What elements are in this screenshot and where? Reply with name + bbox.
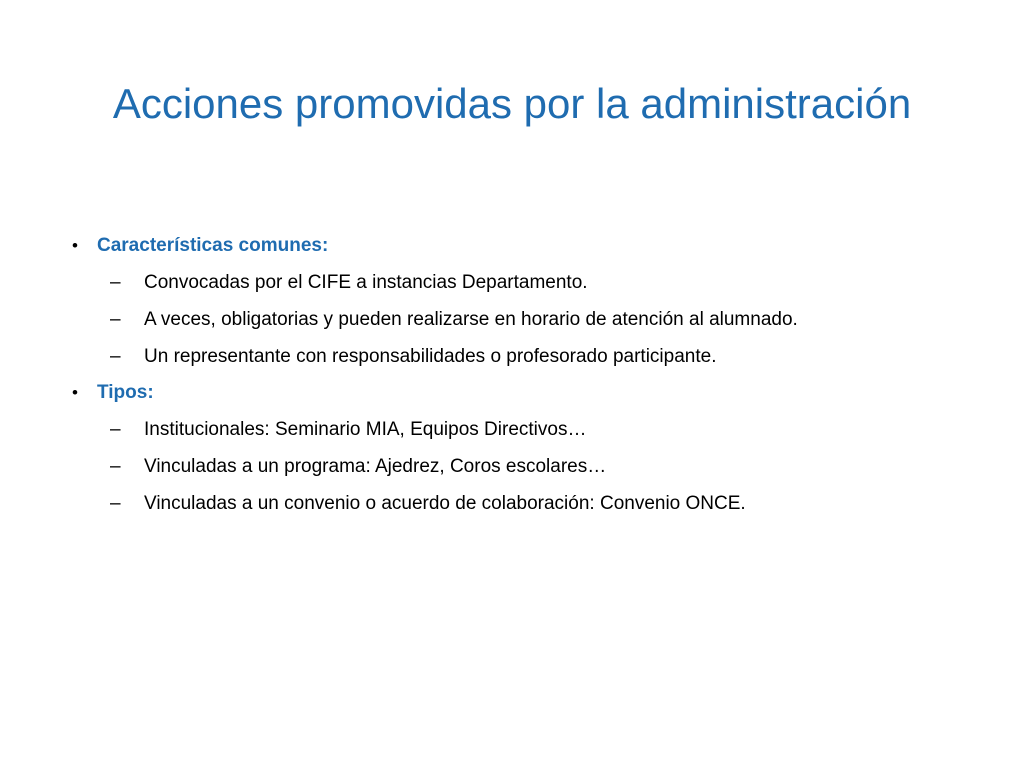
dash-icon: – <box>110 419 121 440</box>
dash-icon: – <box>110 272 121 293</box>
list-item <box>72 301 972 338</box>
section-heading-caracteristicas <box>72 228 972 264</box>
list-item-text: Institucionales: Seminario MIA, Equipos Directivos… <box>144 419 587 440</box>
section-heading-tipos <box>72 375 972 411</box>
bullet-icon: • <box>72 236 78 255</box>
list-item <box>72 448 972 485</box>
slide-content <box>72 228 972 522</box>
dash-icon: – <box>110 346 121 367</box>
slide-title: Acciones promovidas por la administración <box>112 80 912 127</box>
list-item-text: Convocadas por el CIFE a instancias Departamento. <box>144 272 588 293</box>
list-item <box>72 264 972 301</box>
list-item <box>72 338 972 375</box>
list-item-text: Vinculadas a un programa: Ajedrez, Coros escolares… <box>144 456 607 477</box>
section-heading-label: Características comunes: <box>97 235 329 256</box>
dash-icon: – <box>110 456 121 477</box>
list-item-text: Vinculadas a un convenio o acuerdo de colaboración: Convenio ONCE. <box>144 493 746 514</box>
bullet-icon: • <box>72 383 78 402</box>
dash-icon: – <box>110 309 121 330</box>
dash-icon: – <box>110 493 121 514</box>
list-item <box>72 485 972 522</box>
list-item-text: Un representante con responsabilidades o profesorado participante. <box>144 346 717 367</box>
section-heading-label: Tipos: <box>97 382 154 403</box>
list-item-text: A veces, obligatorias y pueden realizarse en horario de atención al alumnado. <box>144 309 798 330</box>
list-item <box>72 411 972 448</box>
